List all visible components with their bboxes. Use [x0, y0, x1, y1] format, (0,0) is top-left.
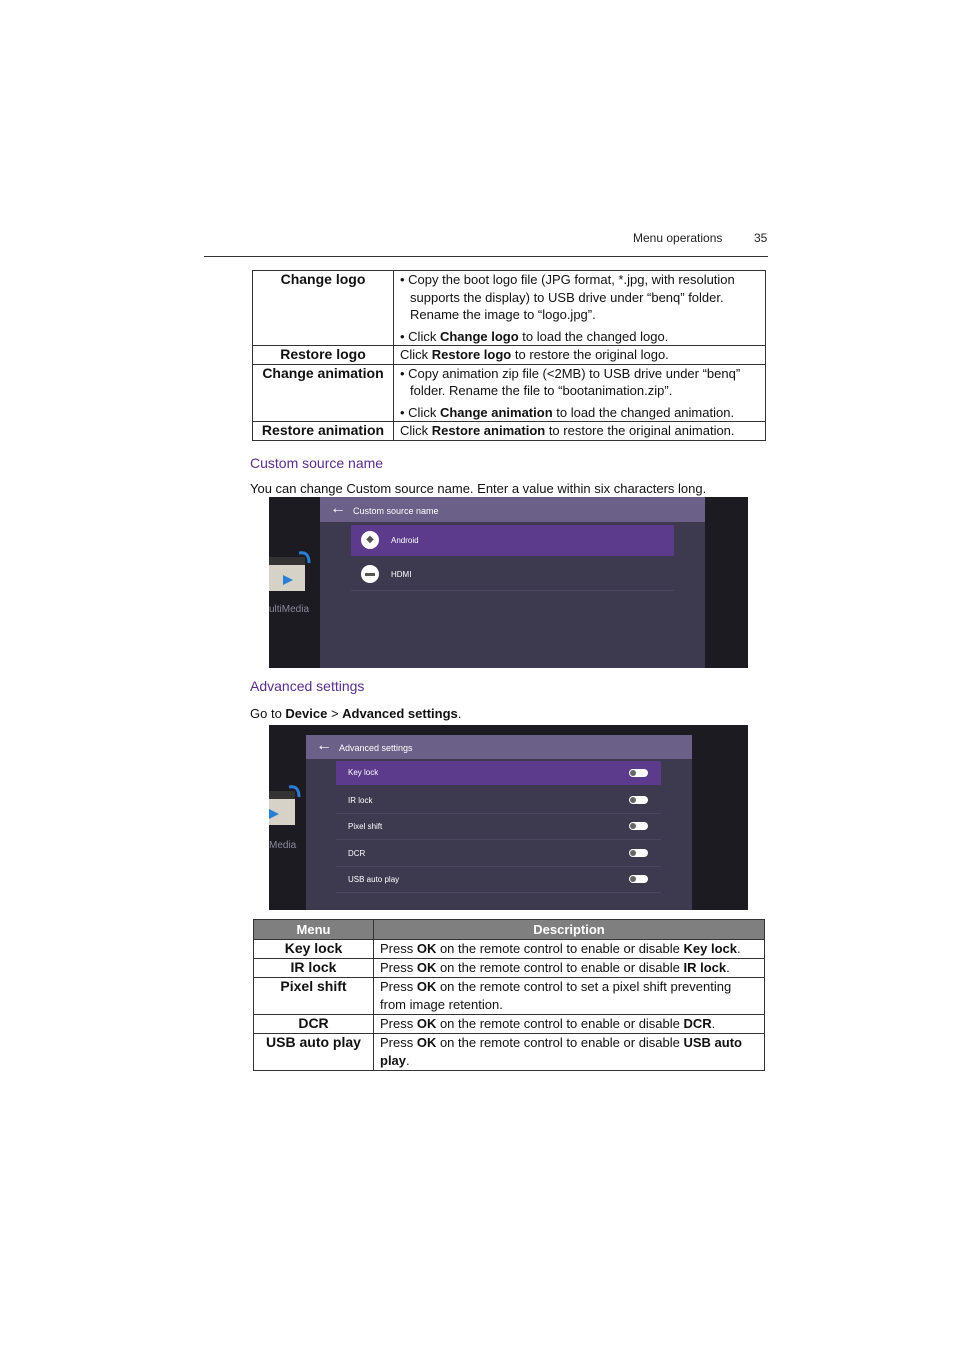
multimedia-label: ultiMedia — [269, 604, 310, 615]
hdmi-icon: ▬ — [361, 565, 379, 583]
menu-title: Custom source name — [353, 506, 439, 516]
pixel-shift-toggle[interactable] — [629, 822, 648, 830]
header-rule — [204, 256, 768, 257]
option-name: Change animation — [253, 364, 394, 422]
table-row — [253, 271, 766, 346]
option-name: Restore animation — [253, 422, 394, 441]
table-row: IR lock Press OK on the remote control to enable or disable IR lock. — [254, 959, 765, 978]
source-item-android[interactable]: ◆ Android — [351, 525, 674, 556]
option-name: Restore logo — [253, 346, 394, 365]
setting-row-pixel-shift[interactable]: Pixel shift — [336, 814, 661, 840]
multimedia-tile-icon — [269, 783, 301, 833]
table-row: Pixel shift Press OK on the remote control to set a pixel shift preventing from image retention. — [254, 978, 765, 1015]
custom-source-screenshot — [269, 497, 748, 668]
setting-row-usb-auto-play[interactable]: USB auto play — [336, 867, 661, 893]
dcr-toggle[interactable] — [629, 849, 648, 857]
table-row — [253, 346, 766, 365]
table-row — [253, 422, 766, 441]
source-item-hdmi[interactable]: ▬ HDMI — [351, 559, 674, 591]
column-header-description: Description — [374, 920, 765, 940]
back-arrow-icon[interactable]: ← — [316, 737, 332, 754]
custom-source-menu — [320, 497, 705, 668]
usb-auto-play-toggle[interactable] — [629, 875, 648, 883]
android-icon: ◆ — [361, 531, 379, 549]
advanced-settings-table — [253, 919, 765, 1071]
option-description: • Copy animation zip file (<2MB) to USB drive under “benq” folder. Rename the file to “bootanimation.zip”. • Click Change animation to load the changed animation. — [394, 364, 766, 422]
menu-titlebar — [306, 735, 692, 759]
setting-row-ir-lock[interactable]: IR lock — [336, 788, 661, 814]
custom-source-text: You can change Custom source name. Enter a value within six characters long. — [250, 481, 707, 496]
advanced-settings-heading: Advanced settings — [250, 678, 365, 694]
multimedia-label: Media — [269, 840, 297, 851]
column-header-menu: Menu — [254, 920, 374, 940]
advanced-settings-intro: Go to Device > Advanced settings. — [250, 706, 462, 721]
multimedia-tile-icon — [269, 549, 313, 599]
key-lock-toggle[interactable] — [629, 769, 648, 777]
advanced-settings-menu — [306, 735, 692, 910]
ir-lock-toggle[interactable] — [629, 796, 648, 804]
advanced-settings-screenshot — [269, 725, 748, 910]
custom-source-heading: Custom source name — [250, 455, 384, 471]
option-name: Change logo — [253, 271, 394, 346]
menu-titlebar — [320, 497, 705, 522]
option-description: Click Restore logo to restore the original logo. — [394, 346, 766, 365]
table-row: DCR Press OK on the remote control to enable or disable DCR. — [254, 1015, 765, 1034]
setting-row-key-lock[interactable]: Key lock — [336, 761, 661, 785]
option-description: • Copy the boot logo file (JPG format, *.jpg, with resolution supports the display) to USB drive under “benq” folder. Rename the image to “logo.jpg”. • Click Change logo to load the changed logo. — [394, 271, 766, 346]
table-row: Key lock Press OK on the remote control to enable or disable Key lock. — [254, 940, 765, 959]
page-number: 35 — [754, 231, 768, 245]
option-description: Click Restore animation to restore the original animation. — [394, 422, 766, 441]
table-row: USB auto play Press OK on the remote control to enable or disable USB auto play. — [254, 1034, 765, 1071]
back-arrow-icon[interactable]: ← — [330, 500, 346, 517]
table-row — [253, 364, 766, 422]
menu-title: Advanced settings — [339, 743, 413, 753]
running-header: Menu operations — [633, 231, 723, 245]
logo-options-table — [252, 270, 766, 441]
table-header-row — [254, 920, 765, 940]
setting-row-dcr[interactable]: DCR — [336, 841, 661, 867]
